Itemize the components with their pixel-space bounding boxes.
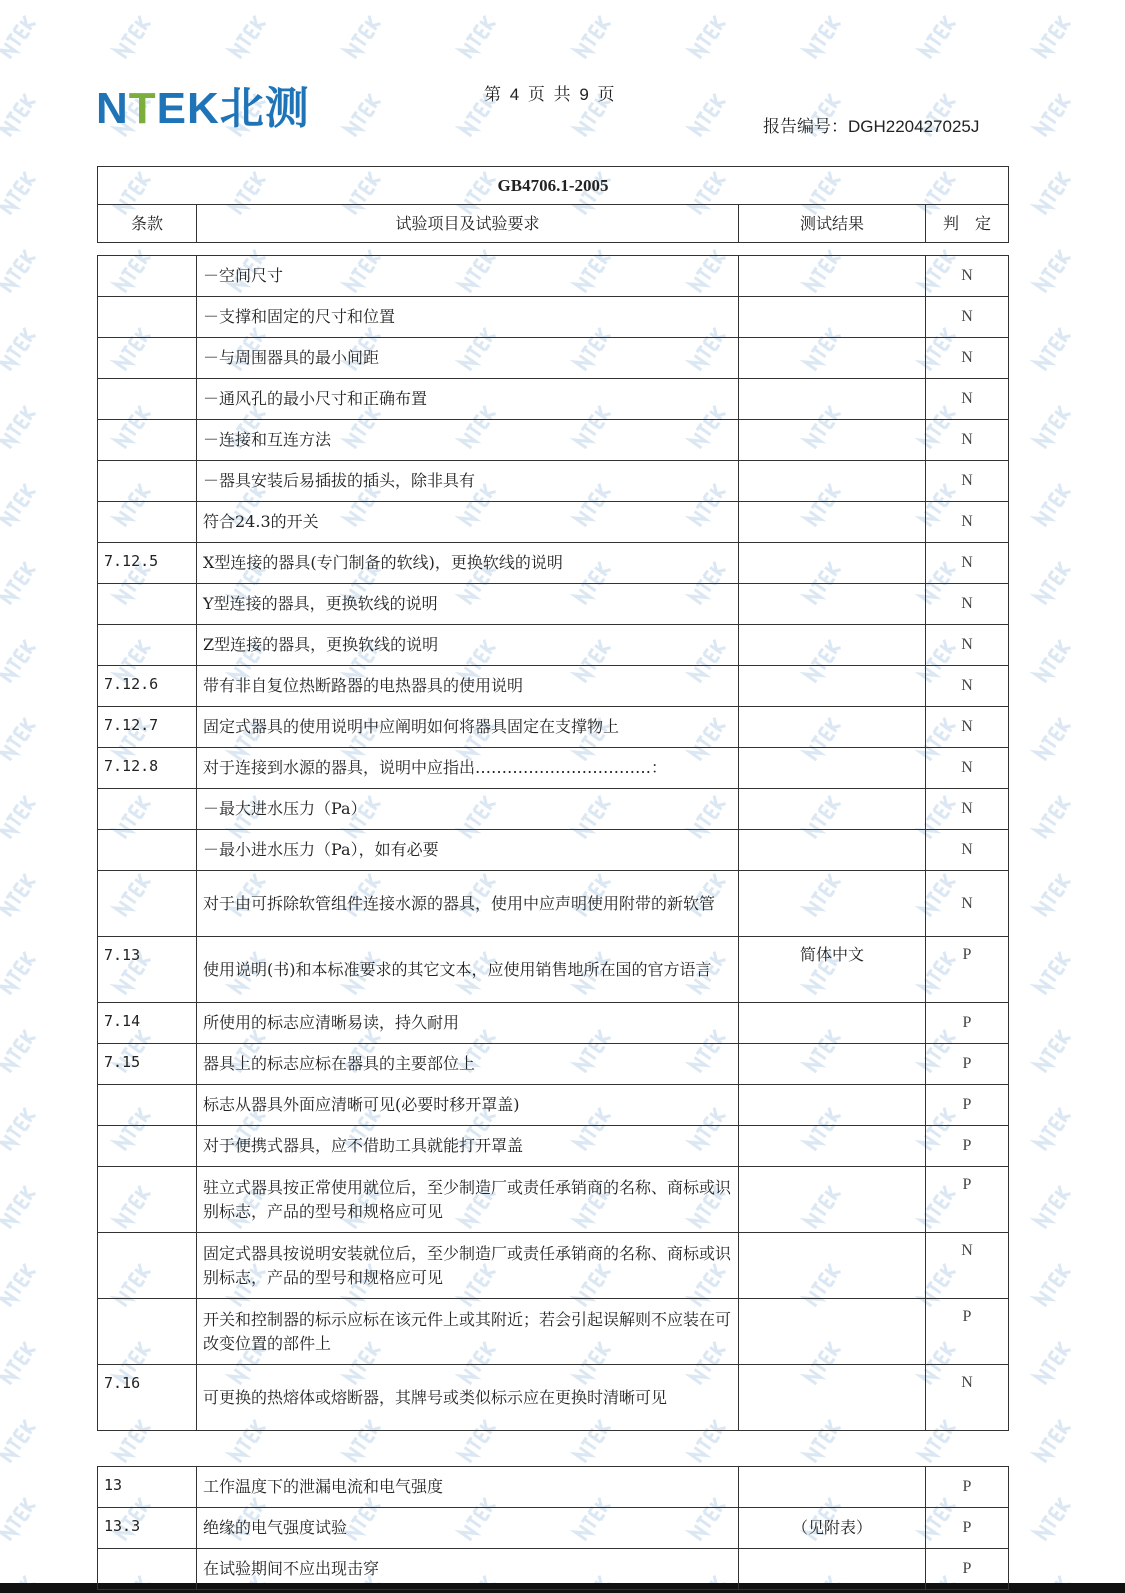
watermark-mark [1035, 640, 1071, 682]
watermark-mark [0, 1498, 36, 1540]
item-cell: 标志从器具外面应清晰可见(必要时移开罩盖) [197, 1085, 739, 1126]
watermark-mark [0, 94, 36, 136]
item-cell: 带有非自复位热断路器的电热器具的使用说明 [197, 666, 739, 707]
item-cell: Z型连接的器具，更换软线的说明 [197, 625, 739, 666]
result-cell [739, 584, 926, 625]
watermark-mark [230, 16, 266, 58]
watermark-mark [1035, 1498, 1071, 1540]
item-cell: －支撑和固定的尺寸和位置 [197, 297, 739, 338]
table-row [98, 871, 1009, 937]
col-result: 测试结果 [739, 205, 926, 243]
watermark-mark [0, 718, 36, 760]
verdict-cell: N [926, 502, 1009, 543]
watermark-mark [0, 406, 36, 448]
table-row [98, 1044, 1009, 1085]
item-cell: 固定式器具的使用说明中应阐明如何将器具固定在支撑物上 [197, 707, 739, 748]
table-row [98, 1085, 1009, 1126]
verdict-cell: N [926, 379, 1009, 420]
col-item: 试验项目及试验要求 [197, 205, 739, 243]
table-row [98, 748, 1009, 789]
clause-cell [98, 1549, 197, 1590]
verdict-cell: P [926, 1126, 1009, 1167]
watermark-mark [1035, 1030, 1071, 1072]
watermark-mark [1035, 562, 1071, 604]
verdict-cell: P [926, 1549, 1009, 1590]
result-cell [739, 1126, 926, 1167]
result-cell [739, 1299, 926, 1365]
watermark-mark [1035, 1576, 1071, 1583]
watermark-mark [0, 484, 36, 526]
table-row [98, 420, 1009, 461]
table-row [98, 502, 1009, 543]
verdict-cell: P [926, 1508, 1009, 1549]
clause-cell [98, 1167, 197, 1233]
result-cell [739, 666, 926, 707]
result-cell [739, 297, 926, 338]
item-cell: 可更换的热熔体或熔断器，其牌号或类似标示应在更换时清晰可见 [197, 1365, 739, 1431]
result-cell [739, 830, 926, 871]
watermark-mark [0, 172, 36, 214]
table-row [98, 256, 1009, 297]
table-header [97, 166, 1009, 243]
watermark-mark [1035, 250, 1071, 292]
watermark-mark [0, 796, 36, 838]
table-row [98, 461, 1009, 502]
watermark-mark [920, 16, 956, 58]
verdict-cell: N [926, 461, 1009, 502]
item-cell: 驻立式器具按正常使用就位后，至少制造厂或责任承销商的名称、商标或识别标志，产品的型号和规格应可见 [197, 1167, 739, 1233]
page-number: 第 4 页 共 9 页 [484, 85, 615, 104]
watermark-mark [1035, 16, 1071, 58]
verdict-cell: P [926, 1167, 1009, 1233]
item-cell: 工作温度下的泄漏电流和电气强度 [197, 1467, 739, 1508]
verdict-cell: N [926, 830, 1009, 871]
watermark-mark [1035, 1264, 1071, 1306]
verdict-cell: N [926, 666, 1009, 707]
table-row [98, 937, 1009, 1003]
table-row [98, 1365, 1009, 1431]
table-row [98, 1233, 1009, 1299]
watermark-mark [805, 16, 841, 58]
clause-cell: 7.12.7 [98, 707, 197, 748]
watermark-mark [0, 1342, 36, 1384]
item-cell: 使用说明(书)和本标准要求的其它文本，应使用销售地所在国的官方语言 [197, 937, 739, 1003]
watermark-mark [0, 1030, 36, 1072]
standard-title: GB4706.1-2005 [98, 167, 1009, 205]
result-cell [739, 1365, 926, 1431]
result-cell [739, 461, 926, 502]
verdict-cell: P [926, 1299, 1009, 1365]
item-cell: 对于由可拆除软管组件连接水源的器具，使用中应声明使用附带的新软管 [197, 871, 739, 937]
result-cell [739, 420, 926, 461]
watermark-mark [690, 16, 726, 58]
report-number: 报告编号：DGH220427025J [763, 117, 980, 136]
result-cell [739, 871, 926, 937]
clause-cell: 13.3 [98, 1508, 197, 1549]
table-row [98, 1167, 1009, 1233]
clause-cell: 7.14 [98, 1003, 197, 1044]
watermark-mark [0, 562, 36, 604]
clause-cell [98, 1085, 197, 1126]
table-row [98, 707, 1009, 748]
clause-cell: 7.12.6 [98, 666, 197, 707]
watermark-mark [1035, 1186, 1071, 1228]
clause-cell [98, 625, 197, 666]
table-row [98, 379, 1009, 420]
item-cell: －连接和互连方法 [197, 420, 739, 461]
verdict-cell: N [926, 707, 1009, 748]
watermark-mark [345, 94, 381, 136]
clause-cell: 7.13 [98, 937, 197, 1003]
verdict-cell: N [926, 420, 1009, 461]
watermark-mark [0, 952, 36, 994]
clause-cell [98, 256, 197, 297]
watermark-mark [1035, 172, 1071, 214]
result-cell [739, 1233, 926, 1299]
item-cell: －通风孔的最小尺寸和正确布置 [197, 379, 739, 420]
requirements-table [97, 255, 1009, 1431]
result-cell [739, 1467, 926, 1508]
clause-cell [98, 1299, 197, 1365]
result-cell [739, 1003, 926, 1044]
clause-cell [98, 830, 197, 871]
requirements-table-13 [97, 1466, 1009, 1590]
item-cell: X型连接的器具(专门制备的软线)，更换软线的说明 [197, 543, 739, 584]
verdict-cell: N [926, 789, 1009, 830]
table-row [98, 1299, 1009, 1365]
verdict-cell: N [926, 338, 1009, 379]
result-cell [739, 543, 926, 584]
verdict-cell: N [926, 1233, 1009, 1299]
table-row [98, 1508, 1009, 1549]
item-cell: －与周围器具的最小间距 [197, 338, 739, 379]
col-clause: 条款 [98, 205, 197, 243]
watermark-mark [0, 1420, 36, 1462]
table-row [98, 338, 1009, 379]
result-cell [739, 1549, 926, 1590]
result-cell [739, 379, 926, 420]
table-row [98, 1003, 1009, 1044]
item-cell: 对于便携式器具，应不借助工具就能打开罩盖 [197, 1126, 739, 1167]
item-cell: 在试验期间不应出现击穿 [197, 1549, 739, 1590]
result-cell [739, 338, 926, 379]
watermark-mark [1035, 796, 1071, 838]
watermark-mark [0, 874, 36, 916]
verdict-cell: P [926, 1467, 1009, 1508]
watermark-mark [1035, 406, 1071, 448]
item-cell: 所使用的标志应清晰易读，持久耐用 [197, 1003, 739, 1044]
clause-cell: 7.12.5 [98, 543, 197, 584]
watermark-mark [0, 1186, 36, 1228]
verdict-cell: P [926, 1085, 1009, 1126]
clause-cell [98, 584, 197, 625]
item-cell: －最小进水压力（Pa），如有必要 [197, 830, 739, 871]
watermark-mark [345, 16, 381, 58]
clause-cell [98, 871, 197, 937]
clause-cell: 7.12.8 [98, 748, 197, 789]
watermark-mark [0, 1576, 36, 1583]
verdict-cell: P [926, 1044, 1009, 1085]
col-verdict: 判 定 [926, 205, 1009, 243]
table-row [98, 297, 1009, 338]
clause-cell: 13 [98, 1467, 197, 1508]
result-cell: 简体中文 [739, 937, 926, 1003]
verdict-cell: N [926, 543, 1009, 584]
clause-cell [98, 461, 197, 502]
watermark-mark [690, 94, 726, 136]
item-cell: Y型连接的器具，更换软线的说明 [197, 584, 739, 625]
clause-cell [98, 502, 197, 543]
watermark-mark [1035, 94, 1071, 136]
table-row [98, 584, 1009, 625]
watermark-mark [0, 250, 36, 292]
clause-cell: 7.15 [98, 1044, 197, 1085]
item-cell: 对于连接到水源的器具，说明中应指出……………………………： [197, 748, 739, 789]
watermark-mark [1035, 874, 1071, 916]
item-cell: －空间尺寸 [197, 256, 739, 297]
watermark-mark [115, 16, 151, 58]
ntek-logo: NTEK北测 [96, 84, 310, 133]
item-cell: －器具安装后易插拔的插头，除非具有 [197, 461, 739, 502]
table-row [98, 1549, 1009, 1590]
result-cell [739, 748, 926, 789]
item-cell: 符合24.3的开关 [197, 502, 739, 543]
verdict-cell: N [926, 625, 1009, 666]
verdict-cell: N [926, 297, 1009, 338]
watermark-mark [575, 16, 611, 58]
watermark-mark [1035, 952, 1071, 994]
table-row [98, 789, 1009, 830]
item-cell: 器具上的标志应标在器具的主要部位上 [197, 1044, 739, 1085]
clause-cell [98, 338, 197, 379]
verdict-cell: N [926, 871, 1009, 937]
watermark-mark [0, 1264, 36, 1306]
watermark-mark [0, 1108, 36, 1150]
table-row [98, 625, 1009, 666]
verdict-cell: N [926, 256, 1009, 297]
verdict-cell: N [926, 748, 1009, 789]
watermark-mark [460, 16, 496, 58]
verdict-cell: N [926, 584, 1009, 625]
clause-cell [98, 789, 197, 830]
watermark-mark [1035, 484, 1071, 526]
verdict-cell: N [926, 1365, 1009, 1431]
item-cell: 开关和控制器的标示应标在该元件上或其附近；若会引起误解则不应装在可改变位置的部件上 [197, 1299, 739, 1365]
clause-cell [98, 379, 197, 420]
result-cell: （见附表） [739, 1508, 926, 1549]
watermark-mark [1035, 1342, 1071, 1384]
table-row [98, 666, 1009, 707]
watermark-mark [0, 16, 36, 58]
item-cell: 固定式器具按说明安装就位后，至少制造厂或责任承销商的名称、商标或识别标志，产品的型号和规格应可见 [197, 1233, 739, 1299]
clause-cell [98, 1126, 197, 1167]
clause-cell [98, 1233, 197, 1299]
verdict-cell: P [926, 937, 1009, 1003]
watermark-mark [1035, 1420, 1071, 1462]
table-row [98, 830, 1009, 871]
clause-cell: 7.16 [98, 1365, 197, 1431]
watermark-mark [1035, 1108, 1071, 1150]
clause-cell [98, 297, 197, 338]
clause-cell [98, 420, 197, 461]
watermark-mark [0, 640, 36, 682]
table-row [98, 1126, 1009, 1167]
result-cell [739, 1044, 926, 1085]
result-cell [739, 502, 926, 543]
result-cell [739, 789, 926, 830]
result-cell [739, 1167, 926, 1233]
table-row [98, 543, 1009, 584]
result-cell [739, 707, 926, 748]
tables-container [97, 166, 1008, 1590]
watermark-mark [0, 328, 36, 370]
item-cell: －最大进水压力（Pa） [197, 789, 739, 830]
table-row [98, 1467, 1009, 1508]
watermark-mark [1035, 328, 1071, 370]
verdict-cell: P [926, 1003, 1009, 1044]
result-cell [739, 1085, 926, 1126]
result-cell [739, 256, 926, 297]
result-cell [739, 625, 926, 666]
watermark-mark [1035, 718, 1071, 760]
item-cell: 绝缘的电气强度试验 [197, 1508, 739, 1549]
